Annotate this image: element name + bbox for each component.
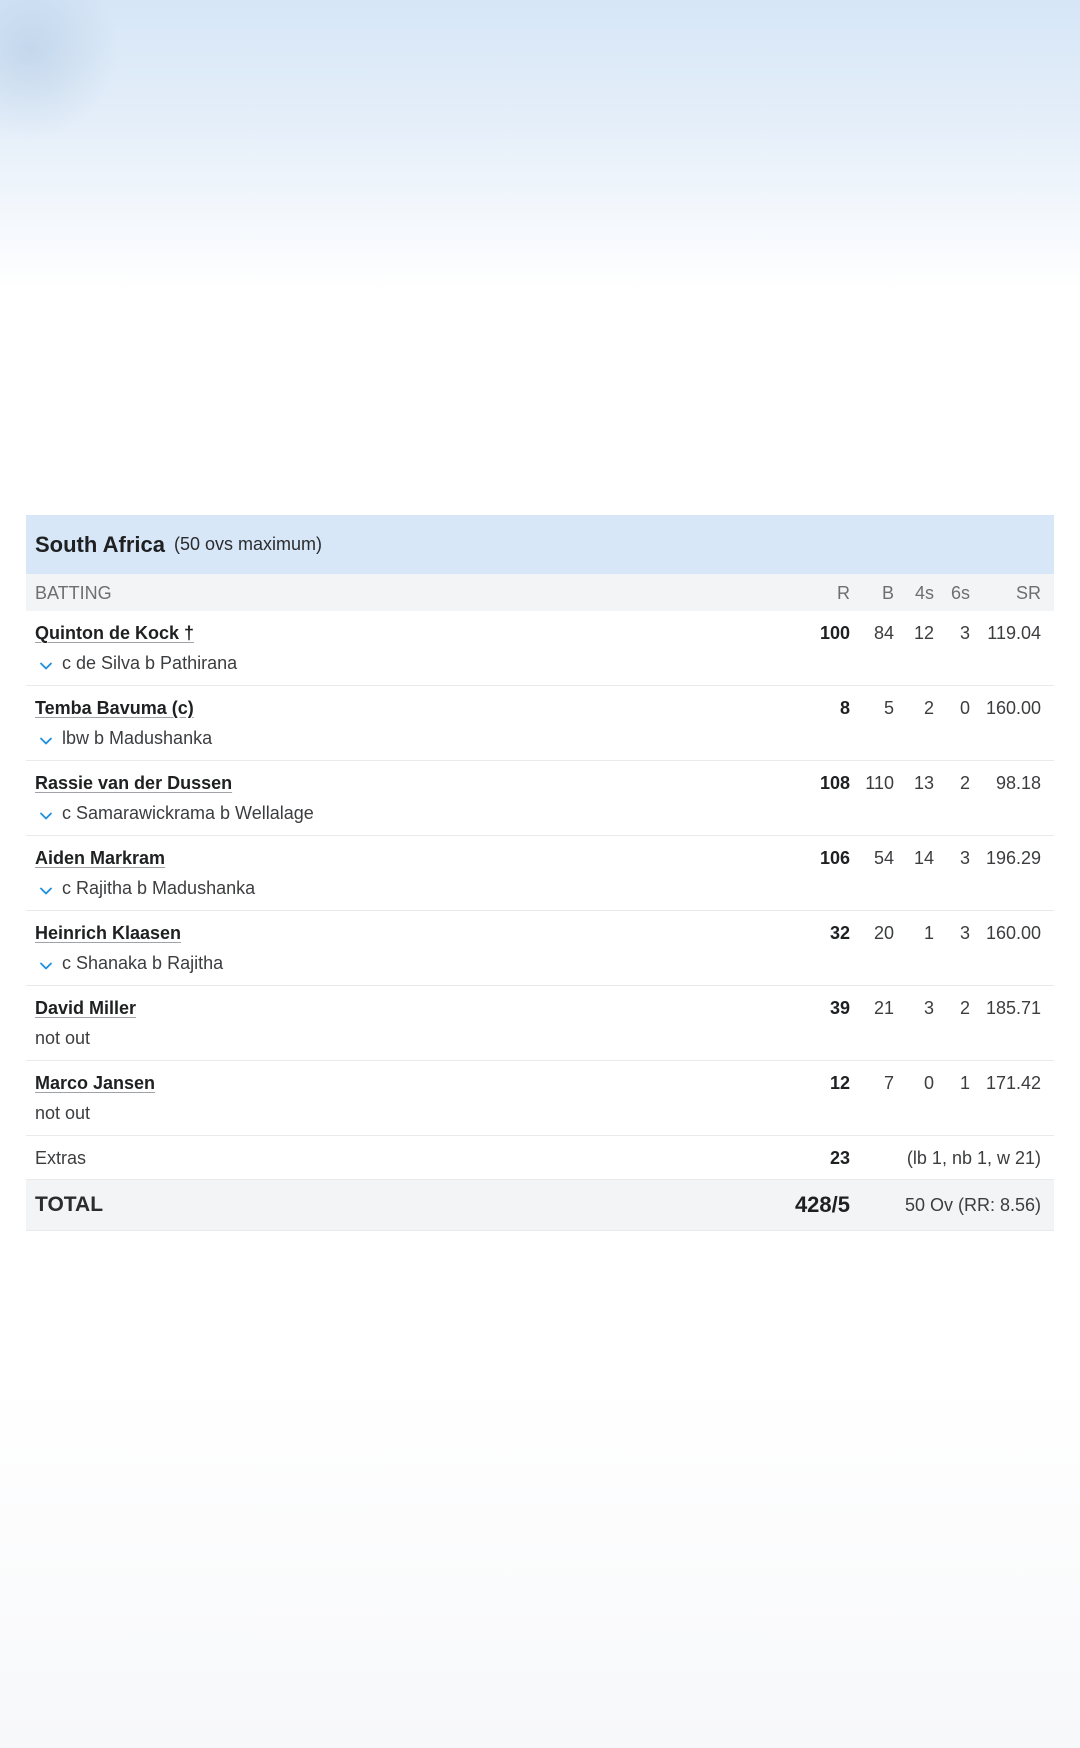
runs-value: 39 xyxy=(829,998,850,1018)
balls-value: 21 xyxy=(873,998,894,1018)
background-glow xyxy=(0,0,120,140)
team-name: South Africa xyxy=(35,531,165,557)
dismissal-text xyxy=(35,1103,90,1124)
strike-rate-value: 171.42 xyxy=(985,1073,1041,1093)
player-name-link[interactable]: Quinton de Kock † xyxy=(35,623,195,643)
player-name-link[interactable]: David Miller xyxy=(35,998,137,1018)
chevron-down-icon[interactable] xyxy=(39,732,53,746)
total-label: TOTAL xyxy=(35,1193,104,1216)
batting-header: BATTING xyxy=(35,583,112,603)
strike-rate-value: 196.29 xyxy=(985,848,1041,868)
extras-row xyxy=(26,1136,1054,1180)
fours-value: 12 xyxy=(913,623,934,643)
extras-label: Extras xyxy=(35,1148,87,1168)
batter-row xyxy=(26,686,1054,761)
sixes-value: 1 xyxy=(959,1073,970,1093)
fours-value: 3 xyxy=(923,998,934,1018)
dismissal-text xyxy=(35,1028,90,1049)
sixes-value: 0 xyxy=(959,698,970,718)
fours-value: 14 xyxy=(913,848,934,868)
balls-value: 84 xyxy=(873,623,894,643)
column-headers xyxy=(26,574,1054,611)
dismissal-toggle[interactable] xyxy=(35,653,237,674)
strike-rate-value: 119.04 xyxy=(987,623,1041,643)
player-name-link[interactable]: Aiden Markram xyxy=(35,848,166,868)
dismissal-toggle[interactable] xyxy=(35,878,255,899)
balls-header: B xyxy=(881,583,894,603)
runs-value: 106 xyxy=(819,848,850,868)
extras-detail: (lb 1, nb 1, w 21) xyxy=(906,1148,1041,1168)
runs-header: R xyxy=(837,583,850,603)
chevron-down-icon[interactable] xyxy=(39,807,53,821)
extras-total: 23 xyxy=(829,1148,850,1168)
chevron-down-icon[interactable] xyxy=(39,882,53,896)
player-name-link[interactable]: Temba Bavuma (c) xyxy=(35,698,194,718)
batter-row xyxy=(26,836,1054,911)
fours-value: 1 xyxy=(923,923,934,943)
dismissal-label: c de Silva b Pathirana xyxy=(62,653,238,673)
batter-row xyxy=(26,611,1054,686)
dismissal-toggle[interactable] xyxy=(35,803,314,824)
runs-value: 108 xyxy=(819,773,850,793)
team-overs-note: (50 ovs maximum) xyxy=(173,534,323,554)
fours-value: 13 xyxy=(913,773,934,793)
fours-value: 0 xyxy=(923,1073,934,1093)
balls-value: 7 xyxy=(883,1073,894,1093)
balls-value: 5 xyxy=(883,698,894,718)
dismissal-label: not out xyxy=(35,1103,91,1123)
chevron-down-icon[interactable] xyxy=(39,957,53,971)
dismissal-label: not out xyxy=(35,1028,91,1048)
sixes-value: 3 xyxy=(959,623,970,643)
fours-header: 4s xyxy=(914,583,934,603)
dismissal-label: c Shanaka b Rajitha xyxy=(62,953,224,973)
batter-row xyxy=(26,1061,1054,1136)
sixes-header: 6s xyxy=(950,583,970,603)
strike-rate-value: 98.18 xyxy=(995,773,1041,793)
balls-value: 110 xyxy=(865,773,894,793)
batter-list xyxy=(26,611,1054,1136)
strike-rate-value: 185.71 xyxy=(985,998,1041,1018)
fours-value: 2 xyxy=(923,698,934,718)
strike-rate-header: SR xyxy=(1015,583,1041,603)
total-detail: 50 Ov (RR: 8.56) xyxy=(904,1195,1041,1215)
strike-rate-value: 160.00 xyxy=(985,923,1041,943)
sixes-value: 2 xyxy=(959,773,970,793)
strike-rate-value: 160.00 xyxy=(985,698,1041,718)
player-name-link[interactable]: Rassie van der Dussen xyxy=(35,773,233,793)
chevron-down-icon[interactable] xyxy=(39,657,53,671)
player-name-link[interactable]: Marco Jansen xyxy=(35,1073,156,1093)
batter-row xyxy=(26,911,1054,986)
runs-value: 8 xyxy=(839,698,850,718)
dismissal-label: lbw b Madushanka xyxy=(62,728,213,748)
runs-value: 12 xyxy=(829,1073,850,1093)
total-score: 428/5 xyxy=(794,1192,850,1217)
sixes-value: 2 xyxy=(959,998,970,1018)
total-row xyxy=(26,1180,1054,1231)
player-name-link[interactable]: Heinrich Klaasen xyxy=(35,923,182,943)
dismissal-label: c Samarawickrama b Wellalage xyxy=(62,803,314,823)
team-header xyxy=(26,515,1054,574)
batter-row xyxy=(26,986,1054,1061)
dismissal-label: c Rajitha b Madushanka xyxy=(62,878,256,898)
batter-row xyxy=(26,761,1054,836)
runs-value: 100 xyxy=(819,623,850,643)
scorecard-table xyxy=(26,515,1054,1231)
dismissal-toggle[interactable] xyxy=(35,728,212,749)
balls-value: 54 xyxy=(873,848,894,868)
runs-value: 32 xyxy=(829,923,850,943)
sixes-value: 3 xyxy=(959,923,970,943)
dismissal-toggle[interactable] xyxy=(35,953,223,974)
sixes-value: 3 xyxy=(959,848,970,868)
balls-value: 20 xyxy=(873,923,894,943)
